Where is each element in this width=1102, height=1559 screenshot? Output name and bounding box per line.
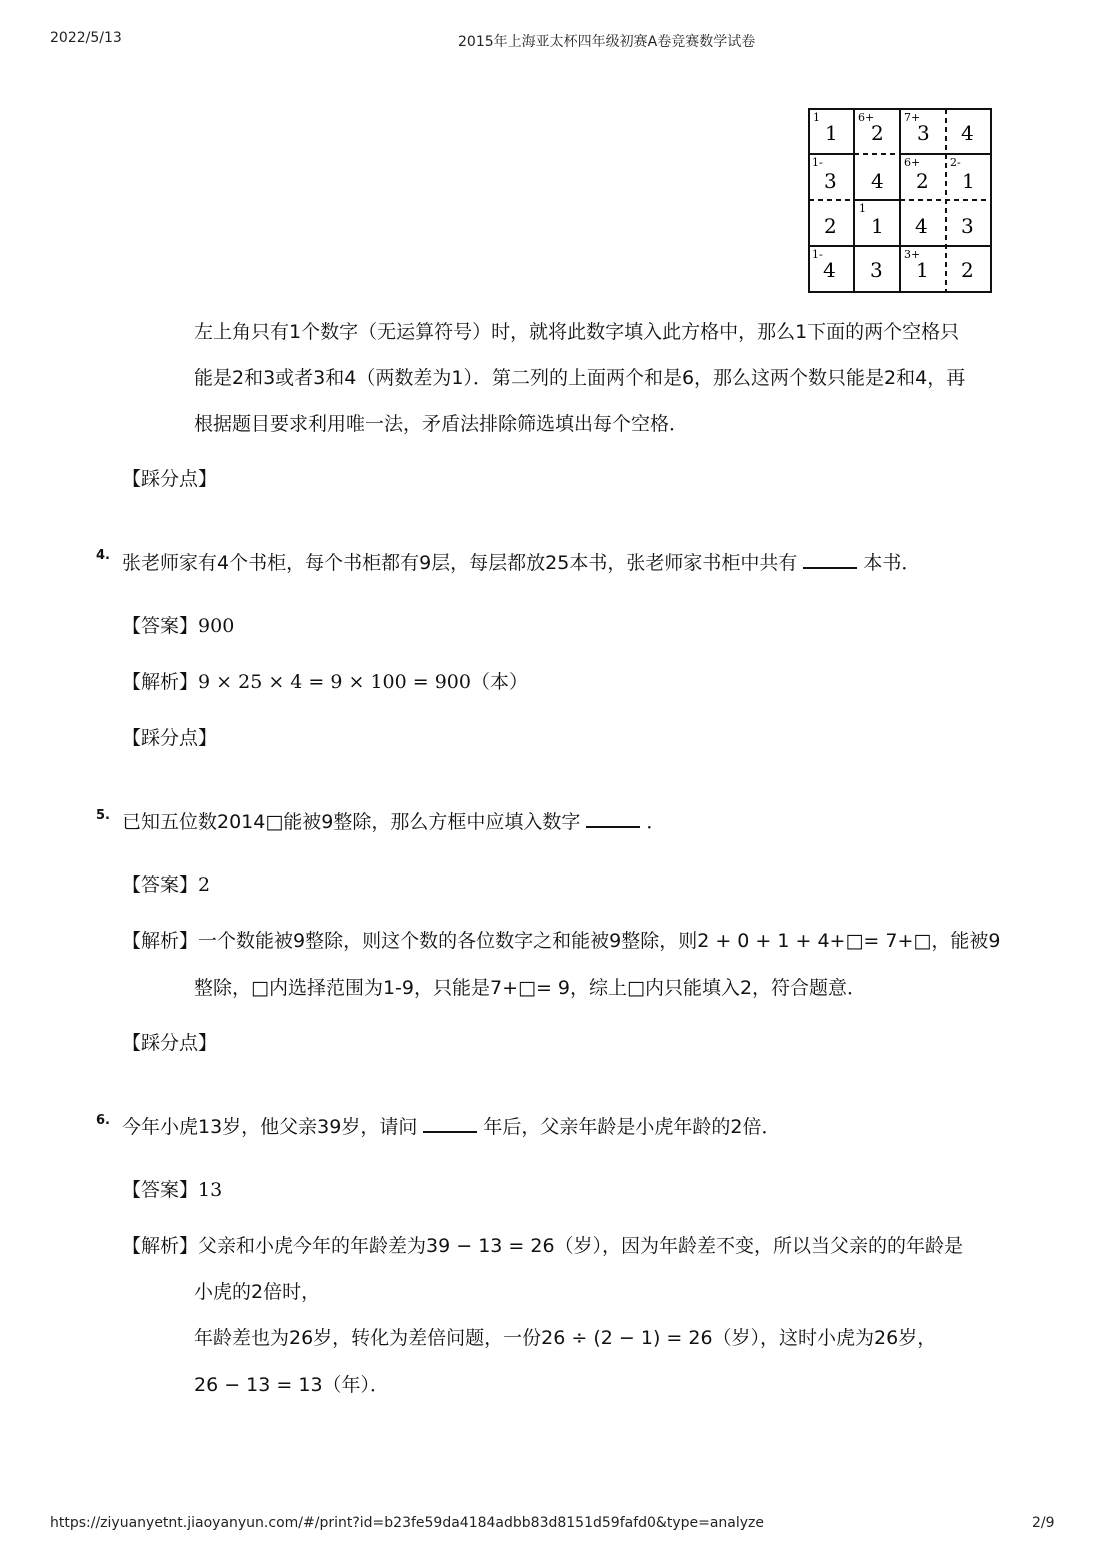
cell-value: 1 <box>825 121 838 145</box>
q5-answer-row <box>122 873 210 897</box>
cell-clue: 2- <box>950 156 961 169</box>
q6-text-b: 年后，父亲年龄是小虎年龄的2倍． <box>483 1116 781 1138</box>
q6-question <box>122 1115 780 1139</box>
cell-value: 4 <box>915 214 928 238</box>
q5-number: 5. <box>96 808 110 823</box>
q5-answer-blank <box>586 812 640 828</box>
cell-value: 3 <box>917 121 930 145</box>
q6-answer-label: 【答案】 <box>122 1179 199 1201</box>
page-number: 2/9 <box>1032 1515 1055 1531</box>
cell-value: 2 <box>916 169 929 193</box>
cell-value: 4 <box>823 258 836 282</box>
q6-answer: 13 <box>198 1179 223 1201</box>
q5-analysis-line1: 一个数能被9整除，则这个数的各位数字之和能被9整除，则2 + 0 + 1 + 4+□= 7+□，能被9 <box>198 930 1001 952</box>
cell-clue: 3+ <box>904 248 921 261</box>
cell-clue: 1 <box>859 202 866 215</box>
q5-analysis-label: 【解析】 <box>122 930 199 952</box>
cell-value: 4 <box>871 169 884 193</box>
cell-value: 1 <box>916 258 929 282</box>
cell-value: 2 <box>824 214 837 238</box>
q6-analysis-line3: 年龄差也为26岁，转化为差倍问题，一份26 ÷ (2 − 1) = 26（岁），这时小虎为26岁， <box>194 1327 937 1349</box>
q3-explain-line2: 能是2和3或者3和4（两数差为1）．第二列的上面两个和是6，那么这两个数只能是2和4，再 <box>194 367 966 389</box>
kenken-grid <box>808 108 992 294</box>
q4-analysis-formula: 9 × 25 × 4 = 9 × 100 = 900 <box>198 671 471 693</box>
cell-value: 4 <box>961 121 974 145</box>
print-date: 2022/5/13 <box>50 30 122 46</box>
q6-analysis-label: 【解析】 <box>122 1235 199 1257</box>
cell-value: 3 <box>870 258 883 282</box>
cell-value: 3 <box>824 169 837 193</box>
q6-answer-row <box>122 1178 222 1202</box>
q5-text-b: ． <box>646 811 666 833</box>
cell-clue: 1- <box>812 156 823 169</box>
q4-number: 4. <box>96 548 110 563</box>
q6-analysis-line2: 小虎的2倍时， <box>194 1281 321 1303</box>
cell-value: 2 <box>871 121 884 145</box>
cell-clue: 1- <box>812 248 823 261</box>
q3-explain-line1: 左上角只有1个数字（无运算符号）时，就将此数字填入此方格中，那么1下面的两个空格只 <box>194 321 960 343</box>
cell-value: 1 <box>962 169 975 193</box>
q6-analysis-line4: 26 − 13 = 13（年）． <box>194 1374 390 1396</box>
q4-answer: 900 <box>198 615 235 637</box>
cell-clue: 7+ <box>904 111 921 124</box>
q3-explain-line3: 根据题目要求利用唯一法，矛盾法排除筛选填出每个空格． <box>194 413 689 435</box>
q4-text-b: 本书． <box>863 552 921 574</box>
cell-clue: 6+ <box>858 111 875 124</box>
cell-value: 2 <box>961 258 974 282</box>
q5-analysis-line2: 整除，□内选择范围为1-9，只能是7+□= 9，综上□内只能填入2，符合题意． <box>194 977 867 999</box>
cell-clue: 1 <box>813 111 820 124</box>
page-url: https://ziyuanyetnt.jiaoyanyun.com/#/print?id=b23fe59da4184adbb83d8151d59fafd0&type=analyze <box>50 1515 765 1531</box>
q4-answer-row <box>122 614 234 638</box>
q6-answer-blank <box>423 1117 477 1133</box>
q6-text-a: 今年小虎13岁，他父亲39岁，请问 <box>122 1116 418 1138</box>
page-header-title: 2015年上海亚太杯四年级初赛A卷竞赛数学试卷 <box>458 34 756 50</box>
q5-question <box>122 810 665 834</box>
q5-text-a: 已知五位数2014□能被9整除，那么方框中应填入数字 <box>122 811 581 833</box>
q4-answer-label: 【答案】 <box>122 615 199 637</box>
cell-value: 1 <box>871 214 884 238</box>
cell-value: 3 <box>961 214 974 238</box>
q4-analysis-unit: （本） <box>470 671 528 693</box>
q5-answer-label: 【答案】 <box>122 874 199 896</box>
q5-points-label: 【踩分点】 <box>122 1032 218 1054</box>
q4-points-label: 【踩分点】 <box>122 727 218 749</box>
q4-analysis-row <box>122 670 528 694</box>
q5-analysis-row <box>122 929 1000 953</box>
q6-analysis-row <box>122 1234 963 1258</box>
q4-question <box>122 551 920 575</box>
q3-points-label: 【踩分点】 <box>122 468 218 490</box>
q6-analysis-line1: 父亲和小虎今年的年龄差为39 − 13 = 26（岁），因为年龄差不变，所以当父亲的的年龄是 <box>198 1235 964 1257</box>
q4-answer-blank <box>803 553 857 569</box>
q5-answer: 2 <box>198 874 211 896</box>
q4-text-a: 张老师家有4个书柜，每个书柜都有9层，每层都放25本书，张老师家书柜中共有 <box>122 552 798 574</box>
cell-clue: 6+ <box>904 156 921 169</box>
q6-number: 6. <box>96 1113 110 1128</box>
q4-analysis-label: 【解析】 <box>122 671 199 693</box>
